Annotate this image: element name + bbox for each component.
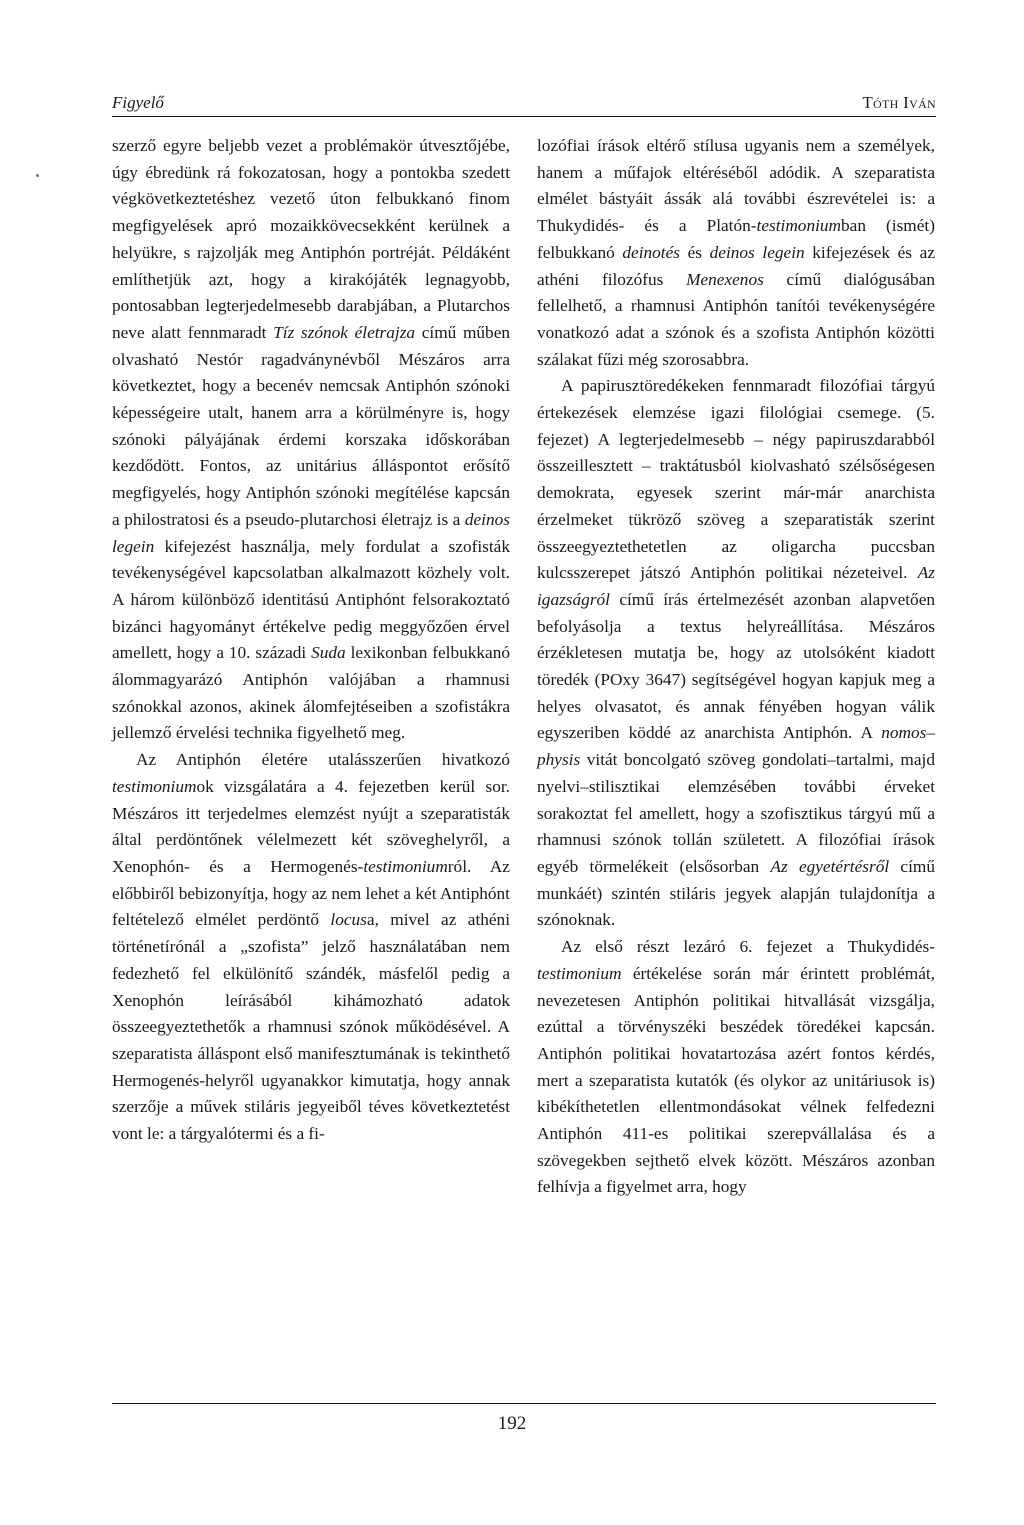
paragraph: Az Antiphón életére utalásszerűen hivatkozó testimoniumok vizsgálatára a 4. fejezetben kerül sor. Mészáros itt terjedelmes elemzést nyújt a szeparatisták által perdöntőnek vélelmezett két szöveghelyről, a Xenophón- és a Hermogenés-testimoniumról. Az előbbiről bebizonyítja, hogy az nem lehet a két Antiphónt feltételező elmélet perdöntő locusa, mivel az athéni történetírónál a „szofista” jelző használatában nem fedezhető fel elkülönítő szándék, másfelől pedig a Xenophón leírásából kihámozható adatok összeegyeztethetők a rhamnusi szónok működésével. A szeparatista álláspont első manifesztumának is tekinthető Hermogenés-helyről ugyanakkor kimutatja, hogy annak szerzője a művek stiláris jegyeiből téves következtetést vont le: a tárgyalótermi és a fi-: [112, 750, 510, 1144]
left-column: [112, 133, 510, 1148]
footer-rule: [112, 1403, 936, 1404]
paragraph: lozófiai írások eltérő stílusa ugyanis nem a személyek, hanem a műfajok eltéréséből adódik. A szeparatista elmélet bástyáit ássák alá további észrevételei is: a Thukydidés- és a Platón-testimoniumban (ismét) felbukkanó deinotés és deinos legein kifejezések és az athéni filozófus Menexenos című dialógusában fellelhető, a rhamnusi Antiphón tanítói tevékenységére vonatkozó adat a szónok és a szofista Antiphón közötti szálakat fűzi még szorosabbra.: [537, 136, 935, 369]
paragraph: szerző egyre beljebb vezet a problémakör útvesztőjébe, úgy ébredünk rá fokozatosan, hogy a pontokba szedett végkövetkeztetéshez vezető úton felbukkanó finom megfigyelések apró mozaikkövecsekként kerülnek a helyükre, s rajzolják meg Antiphón portréját. Példáként említhetjük azt, hogy a kirakójáték legnagyobb, pontosabban legterjedelmesebb darabjában, a Plutarchos neve alatt fennmaradt Tíz szónok életrajza című műben olvasható Nestór ragadványnévből Mészáros arra következtet, hogy a becenév nemcsak Antiphón szónoki képességeire utalt, hanem arra a körülményre is, hogy szónoki pályájának érdemi korszaka időskorában kezdődött. Fontos, az unitárius álláspontot erősítő megfigyelés, hogy Antiphón szónoki megítélése kapcsán a philostratosi és a pseudo-plutarchosi életrajz is a deinos legein kifejezést használja, mely fordulat a szofisták tevékenységével kapcsolatban alkalmazott közhely volt. A három különböző identitású Antiphónt felsorakoztató bizánci hagyományt értékelve pedig meggyőzően érvel amellett, hogy a 10. századi Suda lexikonban felbukkanó álommagyarázó Antiphón valójában a rhamnusi szónokkal azonos, akinek álomfejtéseiben a szofistákra jellemző érvelési technika figyelhető meg.: [112, 136, 511, 743]
page-number: 192: [497, 1413, 527, 1434]
paragraph: A papirusztöredékeken fennmaradt filozófiai tárgyú értekezések elemzése igazi filológiai csemege. (5. fejezet) A legterjedelmesebb – négy papiruszdarabból összeillesztett – traktátusból kiolvasható szélsőségesen demokrata, egyesek szerint már-már anarchista érzelmeket tükröző szöveg a szeparatisták szerint összeegyeztethetetlen az oligarcha puccsban kulcsszerepet játszó Antiphón politikai nézeteivel. Az igazságról című írás értelmezését azonban alapvetően befolyásolja a textus helyreállítása. Mészáros érzékletesen mutatja be, hogy az utolsóként kiadott töredék (POxy 3647) segítségével hogyan kapjuk meg a helyes olvasatot, és annak fényében hogyan válik egyszeriben köddé az anarchista Antiphón. A nomos–physis vitát boncolgató szöveg gondolati–tartalmi, majd nyelvi–stilisztikai elemzésében további érveket sorakoztat fel amellett, hogy a szofisztikus tárgyú mű a rhamnusi szónok tollán született. A filozófiai írások egyéb törmelékeit (elsősorban Az egyetértésről című munkáét) szintén stiláris jegyek alapján tulajdonítja a szónoknak.: [537, 376, 935, 930]
paragraph: Az első részt lezáró 6. fejezet a Thukydidés-testimonium értékelése során már érintett problémát, nevezetesen Antiphón politikai hitvallását vizsgálja, ezúttal a törvényszéki beszédek töredékei kapcsán. Antiphón politikai hovatartozása azért fontos kérdés, mert a szeparatista kutatók (és olykor az unitáriusok is) kibékíthetetlen ellentmondásokat vélnek felfedezni Antiphón 411-es politikai szerepvállalása és a szövegekben sejthető elvek között. Mészáros azonban felhívja a figyelmet arra, hogy: [537, 937, 935, 1197]
right-column: [537, 133, 935, 1201]
margin-mark: [36, 174, 39, 177]
section-title: Figyelő: [112, 93, 164, 112]
author-name: Tóth Iván: [862, 93, 936, 112]
running-header: [112, 92, 936, 117]
